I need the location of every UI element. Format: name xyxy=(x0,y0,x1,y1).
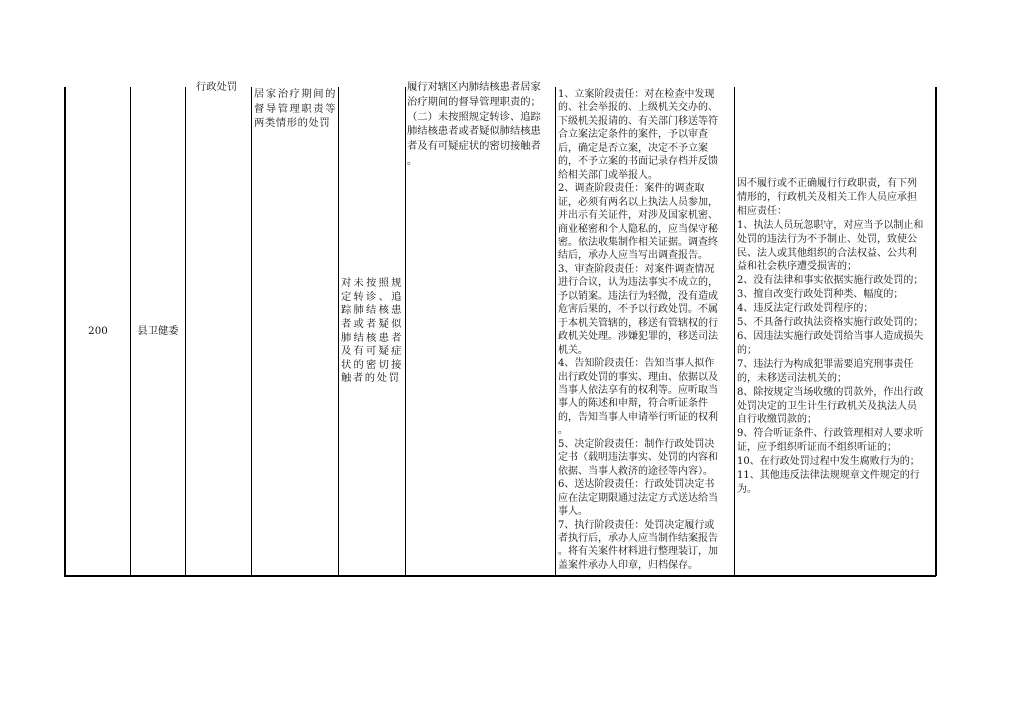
item-name: 居家治疗期间的督导管理职责等两类情形的处罚 xyxy=(254,88,336,129)
basis-cell xyxy=(407,80,554,170)
column-divider xyxy=(251,87,252,576)
department-name: 县卫健委 xyxy=(137,324,179,337)
responsibilities-text: 1、立案阶段责任：对在检查中发现 的、社会举报的、上级机关交办的、 下级机关报请的、有关部门移送等符 合立案法定条件的案件，予以审查 后，确定是否立案，决定不予立案 的，不予立案的书面记录存档并反馈 给相关部门或举报人。 2、调查阶段责任：案件的调查取 证，必须有两名以上执法人员参加， 并出示有关证件，对涉及国家机密、 商业秘密和个人隐私的，应当保守秘 密。依法收集制作相关证据。调查终 结后，承办人应当写出调查报告。 3、审查阶段责任：对案件调查情况 进行合议，认为违法事实不成立的， 予以销案。违法行为轻微，没有造成 危害后果的，不予以行政处罚。不属 于本机关管辖的，移送有管辖权的行 政机关处理。涉嫌犯罪的，移送司法 机关。 4、告知阶段责任：告知当事人拟作 出行政处罚的事实、理由、依据以及 当事人依法享有的权利等。应听取当 事人的陈述和申辩，符合听证条件 的，告知当事人申请举行听证的权利 。 5、决定阶段责任：制作行政处罚决 定书（载明违法事实、处罚的内容和 依据、当事人救济的途径等内容）。 6、送达阶段责任：行政处罚决定书 应在法定期限通过法定方式送达给当 事人。 7、执行阶段责任：处罚决定履行或 者执行后，承办人应当制作结案报告 。将有关案件材料进行整理装订，加 盖案件承办人印章，归档保存。 xyxy=(558,89,718,571)
category-cell xyxy=(186,80,251,100)
row-number: 200 xyxy=(88,324,108,337)
accountability-cell xyxy=(737,177,935,497)
department-cell xyxy=(131,88,185,575)
column-divider xyxy=(405,87,406,576)
table-border-right xyxy=(935,87,937,576)
column-divider xyxy=(555,87,556,576)
accountability-text: 因不履行或不正确履行行政职责，有下列 情形的，行政机关及相关工作人员应承担 相应责任： 1、执法人员玩忽职守，对应当予以制止和 处罚的违法行为不予制止、处罚，致使公 民、法人或其他组织的合法权益、公共利 益和社会秩序遭受损害的； 2、没有法律和事实依据实施行政处罚的； 3、擅自改变行政处罚种类、幅度的； 4、违反法定行政处罚程序的； 5、不具备行政执法资格实施行政处罚的； 6、因违法实施行政处罚给当事人造成损失 的； 7、违法行为构成犯罪需要追究刑事责任 的，未移送司法机关的； 8、除按规定当场收缴的罚款外，作出行政 处罚决定的卫生计生行政机关及执法人员 自行收缴罚款的； 9、符合听证条件、行政管理相对人要求听 证，应予组织听证而不组织听证的； 10、在行政处罚过程中发生腐败行为的； 11、其他违反法律法规规章文件规定的行 为。 xyxy=(737,178,924,495)
column-divider xyxy=(734,87,735,576)
table-border-bottom xyxy=(64,575,936,577)
responsibilities-cell xyxy=(558,88,734,575)
category-text: 行政处罚 xyxy=(196,81,238,93)
basis-text: 履行对辖区内肺结核患者居家 治疗期间的督导管理职责的； （二）未按照规定转诊、追踪 肺结核患者或者疑似肺结核患 者及有可疑症状的密切接触者 。 xyxy=(407,81,541,167)
column-divider xyxy=(185,87,186,576)
row-number-cell xyxy=(66,88,130,575)
item-name-cell xyxy=(254,87,336,147)
sub-item-cell xyxy=(339,88,405,575)
sub-item-text: 对未按照规定转诊、追踪肺结核患者或者疑似肺结核患者及有可疑症状的密切接触者的处罚 xyxy=(341,277,403,385)
